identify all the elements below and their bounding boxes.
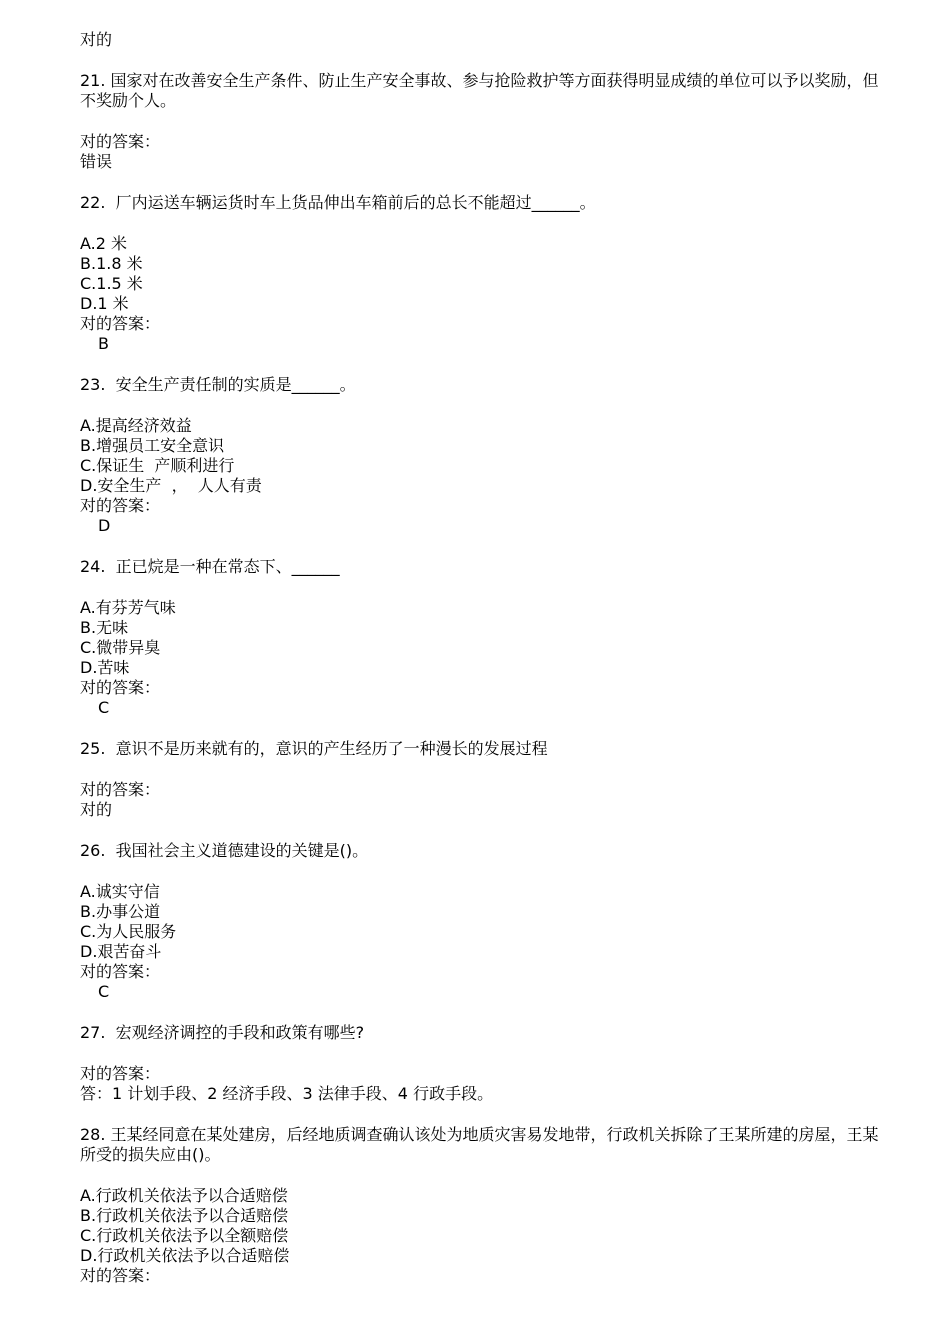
option-c: C.为人民服务 [80, 922, 177, 941]
question-stem: 27. 宏观经济调控的手段和政策有哪些? [80, 1023, 365, 1042]
option-d: D.苦味 [80, 658, 130, 677]
answer-value: D [98, 516, 111, 535]
option-b: B.办事公道 [80, 902, 161, 921]
question-24 [80, 557, 880, 718]
option-a: A.有芬芳气味 [80, 598, 176, 617]
answer-label: 对的答案： [80, 780, 161, 799]
answer-value: 错误 [80, 152, 113, 171]
question-stem: 21. 国家对在改善安全生产条件、防止生产安全事故、参与抢险救护等方面获得明显成绩的单位可以予以奖励，但不奖励个人。 [80, 71, 879, 110]
question-stem: 23. 安全生产责任制的实质是______。 [80, 375, 356, 394]
question-25 [80, 739, 880, 820]
answer-label: 对的答案： [80, 1266, 161, 1285]
question-28 [80, 1125, 880, 1286]
option-b: B.行政机关依法予以合适赔偿 [80, 1206, 289, 1225]
answer-label: 对的答案： [80, 962, 161, 981]
option-d: D.行政机关依法予以合适赔偿 [80, 1246, 290, 1265]
question-stem: 22. 厂内运送车辆运货时车上货品伸出车箱前后的总长不能超过______。 [80, 193, 596, 212]
question-23 [80, 375, 880, 536]
question-26 [80, 841, 880, 1002]
answer-value: 答：1 计划手段、2 经济手段、3 法律手段、4 行政手段。 [80, 1084, 494, 1103]
option-b: B.增强员工安全意识 [80, 436, 225, 455]
question-22 [80, 193, 880, 354]
answer-value: C [98, 698, 110, 717]
answer-label: 对的答案： [80, 1064, 161, 1083]
question-stem: 26. 我国社会主义道德建设的关键是()。 [80, 841, 369, 860]
answer-label: 对的答案： [80, 132, 161, 151]
option-a: A.诚实守信 [80, 882, 160, 901]
option-d: D.安全生产 ， 人人有责 [80, 476, 262, 495]
option-b: B.1.8 米 [80, 254, 143, 273]
question-stem: 24. 正已烷是一种在常态下、______ [80, 557, 340, 576]
question-stem: 28. 王某经同意在某处建房，后经地质调查确认该处为地质灾害易发地带，行政机关拆除了王某所建的房屋，王某所受的损失应由()。 [80, 1125, 879, 1164]
option-c: C.微带异臭 [80, 638, 161, 657]
answer-label: 对的答案： [80, 678, 161, 697]
answer-value: C [98, 982, 110, 1001]
option-a: A.2 米 [80, 234, 128, 253]
answer-value: 对的 [80, 800, 113, 819]
option-d: D.1 米 [80, 294, 129, 313]
option-a: A.提高经济效益 [80, 416, 192, 435]
option-c: C.行政机关依法予以全额赔偿 [80, 1226, 289, 1245]
option-c: C.1.5 米 [80, 274, 143, 293]
answer-label: 对的答案： [80, 496, 161, 515]
question-stem: 25. 意识不是历来就有的，意识的产生经历了一种漫长的发展过程 [80, 739, 548, 758]
answer-label: 对的答案： [80, 314, 161, 333]
question-27 [80, 1023, 880, 1104]
option-b: B.无味 [80, 618, 129, 637]
option-c: C.保证生 产顺利进行 [80, 456, 235, 475]
intro-answer: 对的 [80, 30, 113, 49]
option-a: A.行政机关依法予以合适赔偿 [80, 1186, 288, 1205]
option-d: D.艰苦奋斗 [80, 942, 162, 961]
answer-value: B [98, 334, 109, 353]
document-page [80, 30, 880, 1286]
question-21 [80, 71, 880, 172]
